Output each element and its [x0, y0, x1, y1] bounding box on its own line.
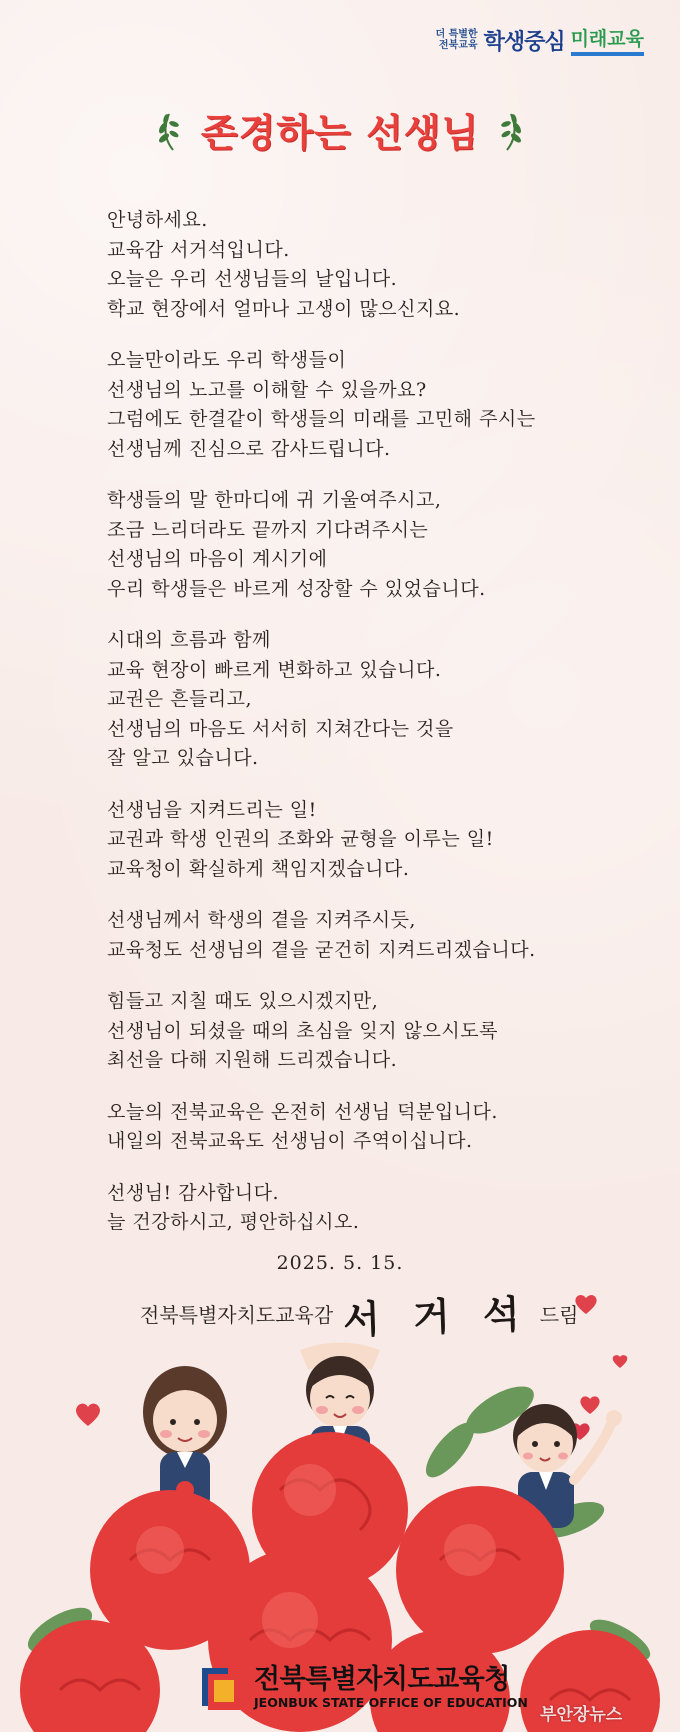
footer-org-logo [198, 1662, 528, 1712]
letter-date: 2025. 5. 15. [276, 1252, 404, 1274]
letter-paragraph [107, 346, 647, 464]
letter-paragraph [107, 626, 647, 774]
letter-line: 우리 학생들은 바르게 성장할 수 있었습니다. [107, 577, 486, 600]
letter-line: 선생님께 진심으로 감사드립니다. [107, 437, 391, 460]
slogan-small [435, 29, 477, 51]
letter-line: 교권은 흔들리고, [107, 688, 253, 710]
letter-line: 학생들의 말 한마디에 귀 기울여주시고, [107, 489, 442, 511]
emblem-icon [198, 1662, 244, 1712]
org-name-korean: 전북특별자치도교육청 [254, 1664, 510, 1695]
letter-line: 선생님! 감사합니다. [107, 1181, 280, 1204]
letter-line: 안녕하세요. [107, 209, 208, 231]
letter-line: 오늘만이라도 우리 학생들이 [107, 349, 347, 371]
letter-line: 조금 느리더라도 끝까지 기다려주시는 [107, 518, 429, 541]
letter-line: 오늘의 전북교육은 온전히 선생님 덕분입니다. [107, 1100, 498, 1123]
letter-line: 선생님의 노고를 이해할 수 있을까요? [107, 378, 427, 401]
page-title: 존경하는 선생님 [200, 111, 480, 155]
letter-paragraph [107, 1098, 647, 1157]
slogan-future: 미래교육 [571, 24, 644, 56]
letter-line: 오늘은 우리 선생님들의 날입니다. [107, 268, 398, 290]
sender-closing: 드림 [539, 1303, 579, 1327]
letter-line: 최선을 다해 지원해 드리겠습니다. [107, 1049, 398, 1071]
heart-icon [76, 1404, 100, 1426]
letter-line: 선생님을 지켜드리는 일! [107, 798, 317, 821]
girl-character [143, 1366, 227, 1512]
heart-icon [580, 1396, 599, 1414]
letter-line: 그럼에도 한결같이 학생들의 미래를 고민해 주시는 [107, 408, 536, 430]
letter-paragraph [107, 486, 647, 604]
laurel-right-icon [497, 108, 527, 152]
header-slogan-logo [435, 24, 644, 56]
letter-paragraph [107, 796, 647, 885]
letter-line: 늘 건강하시고, 평안하십시오. [107, 1211, 360, 1233]
letter-body [107, 206, 647, 1260]
letter-line: 교육청이 확실하게 책임지겠습니다. [107, 857, 410, 880]
slogan-small-line2: 전북교육 [438, 40, 478, 51]
footer-org-text [254, 1664, 528, 1710]
title-row [0, 102, 680, 157]
letter-line: 내일의 전북교육도 선생님이 주역이십니다. [107, 1130, 473, 1152]
letter-paragraph [107, 906, 647, 965]
watermark: 부안장뉴스 [540, 1705, 623, 1725]
sender-title: 전북특별자치도교육감 [140, 1303, 334, 1327]
signature-row [140, 1286, 578, 1341]
org-name-english: JEONBUK STATE OFFICE OF EDUCATION [254, 1695, 528, 1710]
letter-line: 선생님의 마음도 서서히 지쳐간다는 것을 [107, 717, 454, 740]
letter-line: 교육감 서거석입니다. [107, 238, 290, 261]
letter-line: 교권과 학생 인권의 조화와 균형을 이루는 일! [107, 828, 494, 850]
heart-icon [573, 1292, 599, 1316]
letter-line: 잘 알고 있습니다. [107, 747, 259, 769]
letter-line: 선생님의 마음이 계시기에 [107, 548, 328, 570]
letter-paragraph [107, 1179, 647, 1238]
letter-line: 교육청도 선생님의 곁을 굳건히 지켜드리겠습니다. [107, 938, 536, 961]
letter-line: 힘들고 지칠 때도 있으시겠지만, [107, 990, 379, 1012]
slogan-big: 학생중심 [483, 29, 565, 55]
letter-line: 시대의 흐름과 함께 [107, 629, 271, 651]
letter-line: 교육 현장이 빠르게 변화하고 있습니다. [107, 658, 442, 681]
heart-icon [613, 1355, 627, 1368]
letter-line: 선생님께서 학생의 곁을 지켜주시듯, [107, 909, 416, 931]
sender-signature: 서 거 석 [342, 1290, 531, 1343]
slogan-small-line1: 더 특별한 [435, 29, 478, 40]
letter-paragraph [107, 206, 647, 324]
letter-line: 선생님이 되셨을 때의 초심을 잊지 않으시도록 [107, 1019, 498, 1042]
laurel-left-icon [153, 108, 183, 152]
letter-paragraph [107, 987, 647, 1076]
letter-line: 학교 현장에서 얼마나 고생이 많으신지요. [107, 297, 461, 320]
